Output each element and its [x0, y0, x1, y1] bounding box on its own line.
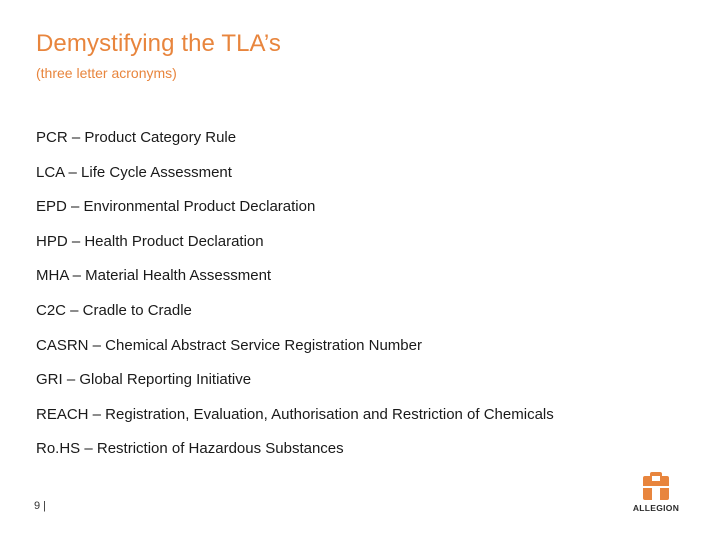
acronym-item-reach: REACH – Registration, Evaluation, Authorisation and Restriction of Chemicals	[36, 405, 554, 423]
slide-subtitle: (three letter acronyms)	[36, 65, 177, 81]
acronym-item-hpd: HPD – Health Product Declaration	[36, 232, 264, 250]
acronym-item-gri: GRI – Global Reporting Initiative	[36, 371, 252, 389]
slide-title: Demystifying the TLA’s	[36, 30, 281, 57]
acronym-item-rohs: Ro.HS – Restriction of Hazardous Substances	[36, 440, 344, 458]
acronym-item-casrn: CASRN – Chemical Abstract Service Registration Number	[36, 336, 422, 354]
acronym-list	[36, 129, 554, 475]
logo-wordmark: ALLEGION	[632, 503, 680, 513]
page-number: 9 |	[34, 500, 47, 512]
allegion-logo-icon	[643, 472, 669, 500]
acronym-item-mha: MHA – Material Health Assessment	[36, 267, 272, 285]
allegion-logo	[626, 472, 686, 516]
acronym-item-lca: LCA – Life Cycle Assessment	[36, 163, 232, 181]
acronym-item-epd: EPD – Environmental Product Declaration	[36, 198, 316, 216]
acronym-item-c2c: C2C – Cradle to Cradle	[36, 301, 192, 319]
acronym-item-pcr: PCR – Product Category Rule	[36, 129, 237, 146]
